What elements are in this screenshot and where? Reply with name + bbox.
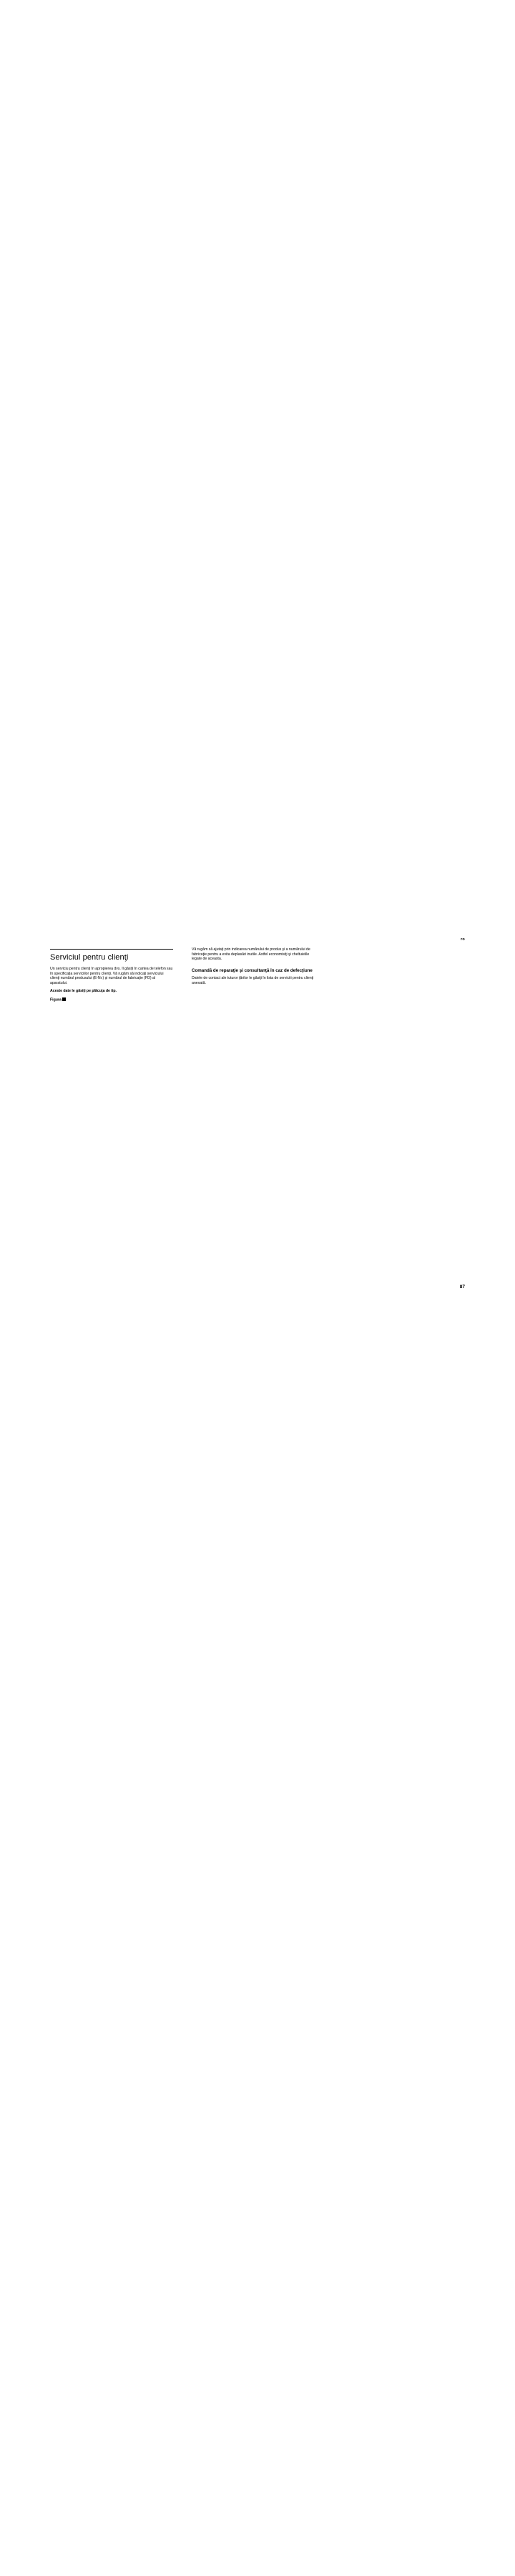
right-column [192, 947, 315, 990]
page-number: 87 [459, 1284, 465, 1289]
left-column [50, 953, 173, 1002]
language-tag: ro [461, 937, 465, 942]
figure-label: Figura [50, 997, 62, 1002]
paragraph-rating-plate: Aceste date le găsiţi pe plăcuţa de tip. [50, 989, 117, 994]
document-content-block [50, 937, 465, 1123]
subsection-title-repair-order: Comandă de reparaţie şi consultanţă în caz de defecţiune [192, 967, 313, 973]
paragraph-contact-list: Datele de contact ale tuturor ţărilor le găsiţi în lista de serviciii pentru clienţi anexată. [192, 976, 314, 985]
paragraph-product-number-request: Vă rugăm să ajutaţi prin indicarea numărului de produs şi a numărului de fabricaţie pentru a evita deplasări inutile. Astfel economisiţi şi cheltuielile legate de aceasta. [192, 947, 310, 962]
paragraph-customer-service-info: Un serviciu pentru clienţi în apropierea dvs. îl găsiţi în cartea de telefon sau în specificaţia serviciilor pentru clienţi. Vă rugăm să indicaţi serviciului clienţi numărul produsului (E-Nr.) şi numărul de fabricaţie (FD) al aparatului. [50, 967, 173, 985]
figure-marker-icon [62, 997, 66, 1001]
page-title: Serviciul pentru clienţi [50, 953, 129, 962]
section-divider-rule [50, 949, 173, 950]
figure-reference [50, 997, 173, 1002]
